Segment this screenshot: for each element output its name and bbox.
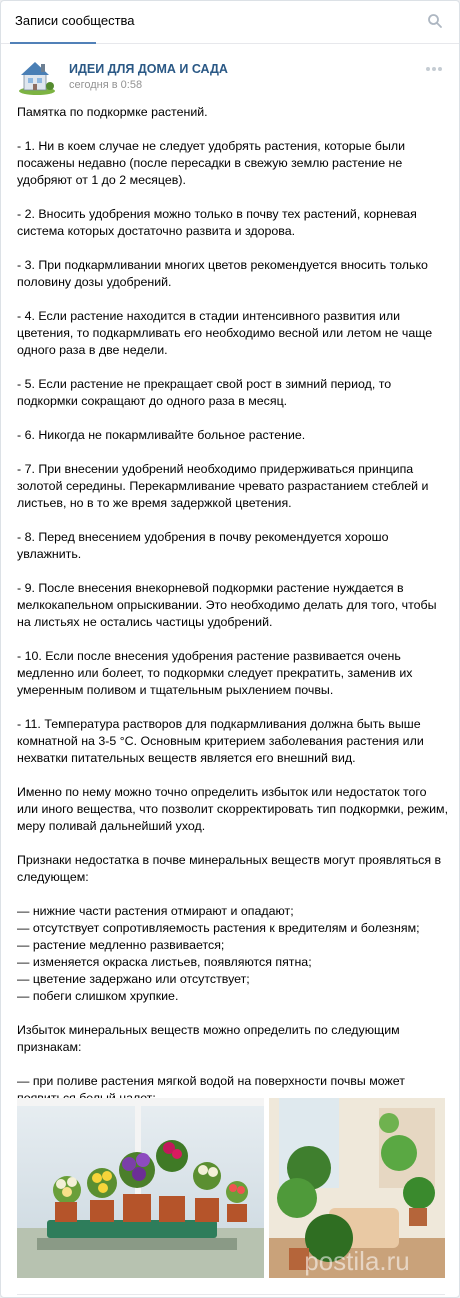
post-text-spacer [17,512,449,529]
post-text-spacer [17,699,449,716]
post-text-line: — цветение задержано или отсутствует; [17,972,250,986]
post-text-line: — растение медленно развивается; [17,938,225,952]
post-text-line: - 9. После внесения внекорневой подкормки растение нуждается в мелкокапельном опрыскивании. Это необходимо делать для того, чтобы на листьях не остались частицы удобрений. [17,581,440,629]
post-text-line: — побеги слишком хрупкие. [17,989,179,1003]
post-text-line: Признаки недостатка в почве минеральных веществ могут проявляться в следующем: [17,853,445,884]
post-text-line: — нижние части растения отмирают и опадают; [17,904,294,918]
post-text-line: - 1. Ни в коем случае не следует удобрять растения, которые были посажены недавно (после пересадки в свежую землю растение не удобряют от 1 до 2 месяцев). [17,139,409,187]
post-text-line: Именно по нему можно точно определить избыток или недостаток того или иного вещества, что позволит скорректировать тип подкормки, режим, меру поливай дальнейший уход. [17,785,452,833]
post-text-line: - 11. Температура растворов для подкармливания должна быть выше комнатной на 3-5 °С. Основным критерием заболевания растения или нехватки питательных веществ является его внешний вид. [17,717,428,765]
post-text-spacer [17,631,449,648]
post-text-spacer [17,189,449,206]
post-text-line: — отсутствует сопротивляемость растения к вредителям и болезням; [17,921,420,935]
post-text-spacer [17,240,449,257]
post-author-link[interactable]: ИДЕИ ДЛЯ ДОМА И САДА [69,62,228,76]
post-text-spacer [17,121,449,138]
post-text-line: - 3. При подкармливании многих цветов рекомендуется вносить только половину дозы удобрений. [17,258,432,289]
post-text-line: - 7. При внесении удобрений необходимо придерживаться принципа золотой середины. Перекармливание чревато разрастанием стеблей и листьев, но в то же время задержкой цветения. [17,462,432,510]
post-header [1,44,459,104]
tab-community-posts[interactable]: Записи сообщества [15,13,135,28]
photo-indoor-plants-room[interactable] [269,1098,445,1278]
photo-potted-flowers[interactable] [17,1098,264,1278]
post-text-spacer [17,291,449,308]
post-text-spacer [17,1056,449,1073]
posts-header [1,1,459,44]
post-text-line: - 8. Перед внесением удобрения в почву рекомендуется хорошо увлажнить. [17,530,392,561]
watermark-text: postila.ru [304,1246,410,1276]
post-text-line: - 2. Вносить удобрения можно только в почву тех растений, корневая система которых достаточно развита и здорова. [17,207,421,238]
post-text-line: Памятка по подкормке растений. [17,105,208,119]
post-photos [17,1098,445,1280]
post-text-line: - 5. Если растение не прекращает свой рост в зимний период, то подкормки сокращают до одного раза в месяц. [17,377,395,408]
post-divider [17,1294,445,1295]
post-text-spacer [17,444,449,461]
post-text-line: - 10. Если после внесения удобрения растение развивается очень медленно или болеет, то подкормки следует прекратить, заменив их умеренным поливом и тщательным рыхлением почвы. [17,649,416,697]
house-avatar-icon[interactable] [17,56,57,96]
post-text-spacer [17,886,449,903]
post-text-spacer [17,359,449,376]
post-text [17,104,452,1175]
post-text-spacer [17,1005,449,1022]
post-text-spacer [17,410,449,427]
post-text-spacer [17,835,449,852]
post-text-line: — при поливе растения мягкой водой на поверхности почвы может [17,1074,405,1088]
search-icon[interactable] [427,13,443,29]
post-text-line: — изменяется окраска листьев, появляются пятна; [17,955,312,969]
post-text-line: - 6. Никогда не покармливайте больное растение. [17,428,306,442]
post-text-line: - 4. Если растение находится в стадии интенсивного развития или цветения, то подкармливать его необходимо весной или летом не чаще одного раза в две недели. [17,309,436,357]
post-date[interactable]: сегодня в 0:58 [69,79,143,91]
more-icon[interactable] [425,66,443,72]
post-text-spacer [17,767,449,784]
post-text-line: Избыток минеральных веществ можно определить по следующим признакам: [17,1023,404,1054]
post-text-spacer [17,563,449,580]
